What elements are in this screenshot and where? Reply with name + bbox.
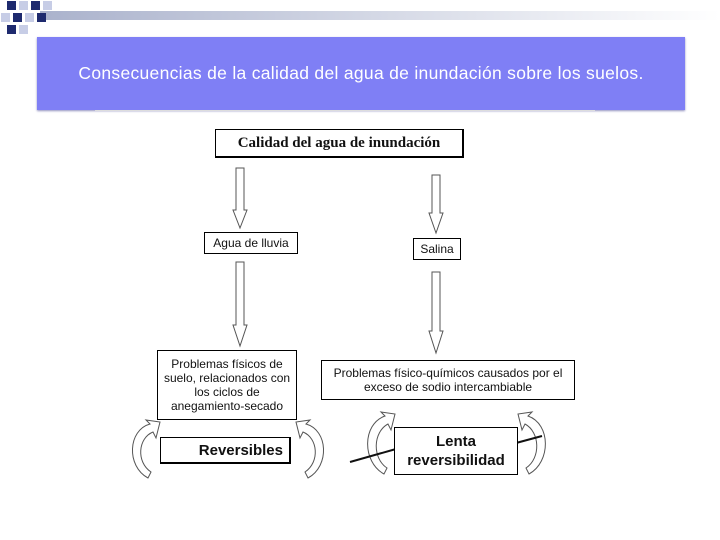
- cycle-arrow-icon: [518, 412, 545, 474]
- arrow-down-right-1: [429, 175, 443, 233]
- node-rain-water: Agua de lluvia: [204, 232, 298, 254]
- arrow-down-left-2: [233, 262, 247, 346]
- cycle-arrow-icon: [296, 420, 324, 478]
- node-physicochemical-problems: Problemas físico-químicos causados por el exceso de sodio intercambiable: [321, 360, 575, 400]
- cycle-arrow-icon: [368, 412, 395, 474]
- node-saline: Salina: [413, 238, 461, 260]
- node-reversible: Reversibles: [160, 437, 291, 464]
- arrow-down-left-1: [233, 168, 247, 228]
- root-node-flood-water-quality: Calidad del agua de inundación: [215, 129, 464, 158]
- node-physical-problems: Problemas físicos de suelo, relacionados con los ciclos de anegamiento-secado: [157, 350, 297, 420]
- slide-title: Consecuencias de la calidad del agua de inundación sobre los suelos.: [78, 63, 644, 83]
- arrow-down-right-2: [429, 272, 443, 353]
- cycle-arrow-icon: [132, 420, 160, 478]
- node-slow-reversibility: Lenta reversibilidad: [394, 427, 518, 475]
